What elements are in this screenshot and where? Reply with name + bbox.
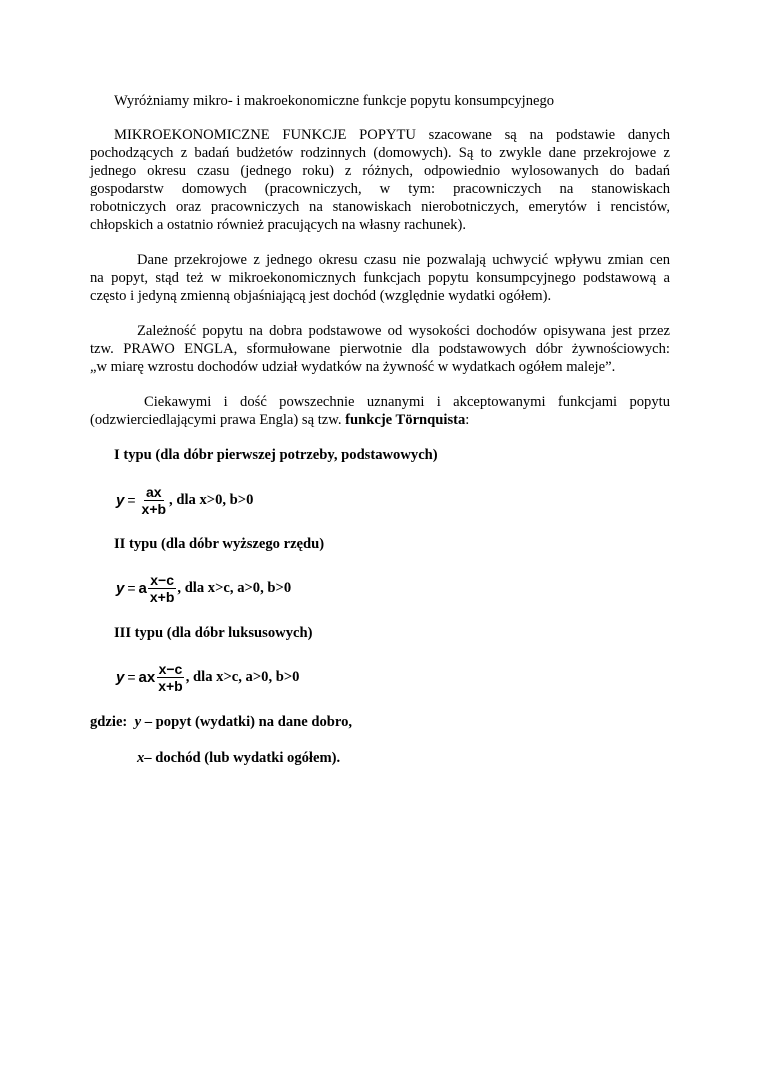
para4-line-2: (odzwierciedlającymi prawa Engla) są tzw. funkcje Törnquista: xyxy=(90,412,470,428)
document-page xyxy=(90,0,670,1075)
type-2-formula: y = a $\frac{x-c}{x+b}$ , dla x>c, a>0, b>0 xyxy=(116,571,292,605)
type-3-fraction: $\frac{x-c}{x+b}$ xyxy=(158,660,183,694)
para1-line-5: robotniczych oraz pracowniczych na stanowiskach nierobotniczych, emerytów i rencistów, xyxy=(90,199,670,215)
type-2-heading: II typu (dla dóbr wyższego rzędu) xyxy=(114,536,325,552)
type-3-formula: y = ax $\frac{x-c}{x+b}$ , dla x>c, a>0, b>0 xyxy=(116,660,300,694)
para1-line-1: MIKROEKONOMICZNE FUNKCJE POPYTU szacowane są na podstawie danych xyxy=(114,127,670,143)
para3-line-1: Zależność popytu na dobra podstawowe od wysokości dochodów opisywana jest przez xyxy=(137,323,670,339)
para3-line-3: „w miarę wzrostu dochodów udział wydatków na żywność w wydatkach ogółem maleje”. xyxy=(90,359,616,375)
type-1-heading: I typu (dla dóbr pierwszej potrzeby, podstawowych) xyxy=(114,447,438,463)
intro-text: Wyróżniamy mikro- i makroekonomiczne funkcje popytu konsumpcyjnego xyxy=(114,93,555,109)
para1-line-4: gospodarstw domowych (pracowniczych, w tym: pracowniczych na stanowiskach xyxy=(90,181,670,197)
where-x-line: x– dochód (lub wydatki ogółem). xyxy=(137,750,341,766)
type-3-heading: III typu (dla dóbr luksusowych) xyxy=(114,625,313,641)
where-y-line: gdzie: y – popyt (wydatki) na dane dobro, xyxy=(90,714,353,730)
para2-line-2: na popyt, stąd też w mikroekonomicznych funkcjach popytu konsumpcyjnego podstawową a xyxy=(90,270,670,286)
para1-line-6: chłopskich a ostatnio również pracujących na własny rachunek). xyxy=(90,217,467,233)
para1-line-2: pochodzących z badań budżetów rodzinnych (domowych). Są to zwykle dane przekrojowe z xyxy=(90,145,670,161)
type-2-fraction: $\frac{x-c}{x+b}$ xyxy=(149,571,175,605)
para2-line-3: często i jedyną zmienną objaśniającą jest dochód (względnie wydatki ogółem). xyxy=(90,288,552,304)
tornquist-term: funkcje Törnquista xyxy=(345,412,466,428)
para4-line-1: Ciekawymi i dość powszechnie uznanymi i akceptowanymi funkcjami popytu xyxy=(144,394,670,410)
type-1-formula: y = $\frac{ax}{x+b}$ , dla x>0, b>0 xyxy=(116,483,254,517)
para2-line-1: Dane przekrojowe z jednego okresu czasu nie pozwalają uchwycić wpływu zmian cen xyxy=(137,252,670,268)
type-1-fraction: $\frac{ax}{x+b}$ xyxy=(141,483,167,517)
para3-line-2: tzw. PRAWO ENGLA, sformułowane pierwotnie dla podstawowych dóbr żywnościowych: xyxy=(90,341,670,357)
para1-line-3: jednego okresu czasu (jednego roku) z różnych, odpowiednio wylosowanych do badań xyxy=(90,163,670,179)
